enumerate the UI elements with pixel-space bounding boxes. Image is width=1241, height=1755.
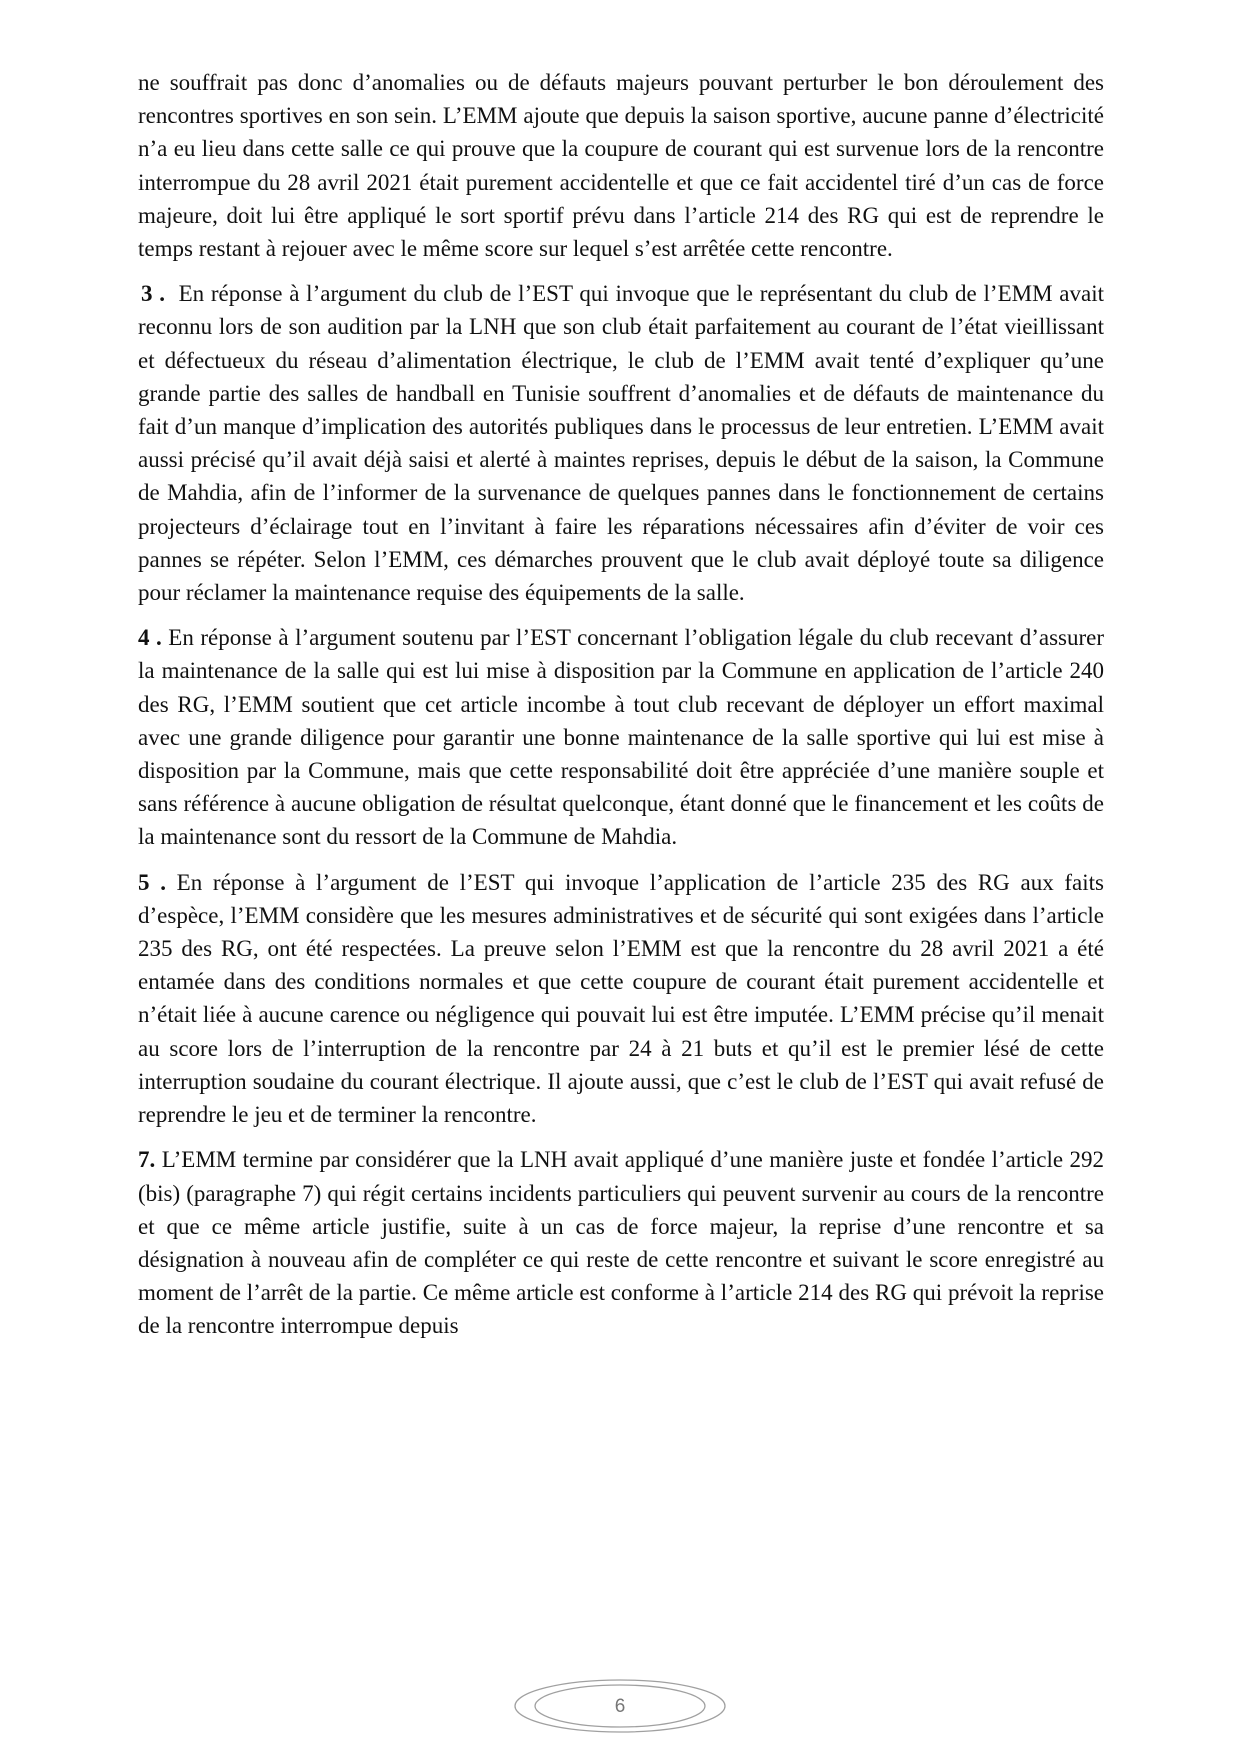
paragraph-number: 5 . [138,869,166,895]
document-body [138,66,1104,1355]
paragraph-7 [138,1143,1104,1342]
paragraph-text: L’EMM termine par considérer que la LNH avait appliqué d’une manière juste et fondée l’article 292 (bis) (paragraphe 7) qui régit certains incidents particuliers qui peuvent survenir au cours de la rencontre et que ce même article justifie, suite à un cas de force majeur, la reprise d’une rencontre et sa désignation à nouveau afin de compléter ce qui reste de cette rencontre et suivant le score enregistré au moment de l’arrêt de la partie. Ce même article est conforme à l’article 214 des RG qui prévoit la reprise de la rencontre interrompue depuis [138,1147,1105,1339]
paragraph-number: 3 . [141,281,166,307]
paragraph-number: 4 . [138,625,162,651]
paragraph-number: 7. [138,1147,156,1173]
paragraph-3 [138,277,1104,609]
paragraph-text: ne souffrait pas donc d’anomalies ou de défauts majeurs pouvant perturber le bon déroulement des rencontres sportives en son sein. L’EMM ajoute que depuis la saison sportive, aucune panne d’électricité n’a eu lieu dans cette salle ce qui prouve que la coupure de courant qui est survenue lors de la rencontre interrompue du 28 avril 2021 était purement accidentelle et que ce fait accidentel tiré d’un cas de force majeure, doit lui être appliqué le sort sportif prévu dans l’article 214 des RG qui est de reprendre le temps restant à rejouer avec le même score sur lequel s’est arrêtée cette rencontre. [138,70,1104,262]
paragraph-5 [138,866,1104,1132]
page-number: 6 [614,1696,626,1717]
page-footer [513,1677,727,1735]
paragraph-4 [138,621,1104,853]
paragraph-text: En réponse à l’argument de l’EST qui invoque l’application de l’article 235 des RG aux faits d’espèce, l’EMM considère que les mesures administratives et de sécurité qui sont exigées dans l’article 235 des RG, ont été respectées. La preuve selon l’EMM est que la rencontre du 28 avril 2021 a été entamée dans des conditions normales et que cette coupure de courant était purement accidentelle et n’était liée à aucune carence ou négligence qui pouvait lui est être imputée. L’EMM précise qu’il menait au score lors de l’interruption de la rencontre par 24 à 21 buts et qu’il est le premier lésé de cette interruption soudaine du courant électrique. Il ajoute aussi, que c’est le club de l’EST qui avait refusé de reprendre le jeu et de terminer la rencontre. [138,869,1104,1128]
paragraph-text: En réponse à l’argument soutenu par l’EST concernant l’obligation légale du club recevant d’assurer la maintenance de la salle qui est lui mise à disposition par la Commune en application de l’article 240 des RG, l’EMM soutient que cet article incombe à tout club recevant de déployer un effort maximal avec une grande diligence pour garantir une bonne maintenance de la salle sportive qui lui est mise à disposition par la Commune, mais que cette responsabilité doit être appréciée d’une manière souple et sans référence à aucune obligation de résultat quelconque, étant donné que le financement et les coûts de la maintenance sont du ressort de la Commune de Mahdia. [138,625,1105,850]
paragraph-continuation [138,66,1104,265]
paragraph-text: En réponse à l’argument du club de l’EST qui invoque que le représentant du club de l’EMM avait reconnu lors de son audition par la LNH que son club était parfaitement au courant de l’état vieillissant et défectueux du réseau d’alimentation électrique, le club de l’EMM avait tenté d’expliquer qu’une grande partie des salles de handball en Tunisie souffrent d’anomalies et de défauts de maintenance du fait d’un manque d’implication des autorités publiques dans le processus de leur entretien. L’EMM avait aussi précisé qu’il avait déjà saisi et alerté à maintes reprises, depuis le début de la saison, la Commune de Mahdia, afin de l’informer de la survenance de quelques pannes dans le fonctionnement de certains projecteurs d’éclairage tout en l’invitant à faire les réparations nécessaires afin d’éviter de voir ces pannes se répéter. Selon l’EMM, ces démarches prouvent que le club avait déployé toute sa diligence pour réclamer la maintenance requise des équipements de la salle. [138,281,1105,606]
